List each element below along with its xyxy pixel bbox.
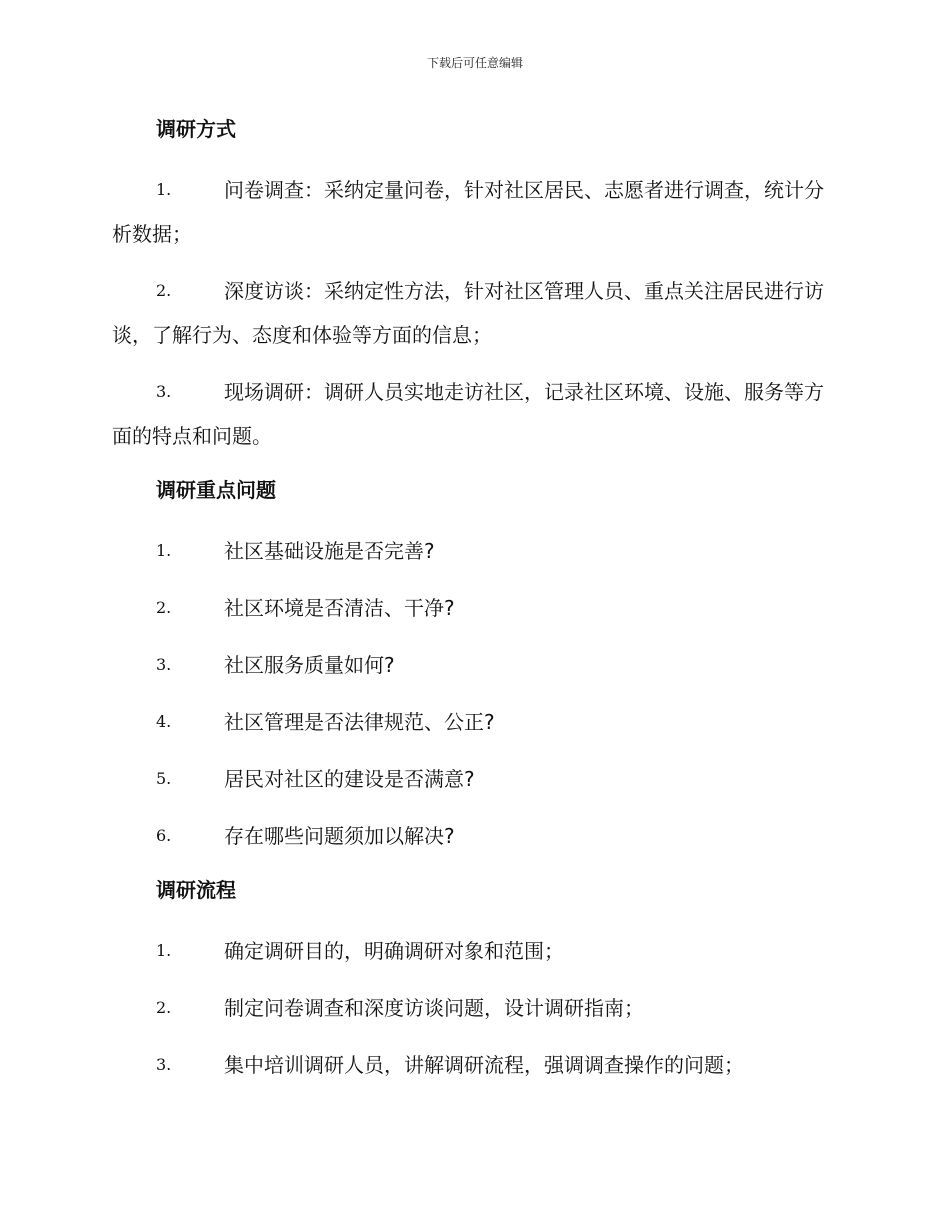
- list-item: [112, 814, 834, 858]
- section-title-methods: 调研方式: [156, 117, 236, 141]
- list-text: 集中培训调研人员，讲解调研流程，强调调查操作的问题；: [224, 1053, 744, 1077]
- list-number: 2.: [156, 281, 172, 300]
- list-text: 制定问卷调查和深度访谈问题，设计调研指南；: [224, 996, 644, 1020]
- section-title-process: 调研流程: [156, 878, 236, 902]
- list-text: 存在哪些问题须加以解决?: [224, 824, 455, 848]
- list-number: 3.: [156, 655, 172, 674]
- list-number: 1.: [156, 180, 172, 199]
- list-text: 确定调研目的，明确调研对象和范围；: [224, 939, 564, 963]
- list-text: 社区服务质量如何?: [224, 653, 395, 677]
- list-item: [112, 929, 834, 973]
- section-title-key-questions: 调研重点问题: [156, 478, 276, 502]
- list-item: [112, 757, 834, 801]
- list-text: 社区环境是否清洁、干净?: [224, 596, 455, 620]
- list-number: 3.: [156, 1055, 172, 1074]
- list-text: 问卷调查：采纳定量问卷，针对社区居民、志愿者进行调查，统计分析数据；: [112, 178, 824, 246]
- list-item: [112, 529, 834, 573]
- list-text: 社区基础设施是否完善?: [224, 539, 435, 563]
- list-item: [112, 586, 834, 630]
- list-item: [112, 700, 834, 744]
- list-item: [112, 643, 834, 687]
- list-number: 2.: [156, 598, 172, 617]
- list-text: 居民对社区的建设是否满意?: [224, 767, 475, 791]
- list-text: 深度访谈：采纳定性方法，针对社区管理人员、重点关注居民进行访谈，了解行为、态度和体验等方面的信息；: [112, 279, 824, 347]
- list-item: [112, 269, 834, 357]
- list-item: [112, 168, 834, 256]
- list-number: 5.: [156, 769, 172, 788]
- list-number: 4.: [156, 712, 172, 731]
- list-number: 1.: [156, 941, 172, 960]
- list-item: [112, 1043, 834, 1087]
- list-item: [112, 370, 834, 458]
- document-body: [112, 110, 834, 1100]
- page-header-note: 下载后可任意编辑: [426, 56, 523, 70]
- list-text: 现场调研：调研人员实地走访社区，记录社区环境、设施、服务等方面的特点和问题。: [112, 380, 824, 448]
- list-item: [112, 986, 834, 1030]
- list-number: 6.: [156, 826, 172, 845]
- list-number: 3.: [156, 382, 172, 401]
- list-number: 2.: [156, 998, 172, 1017]
- list-number: 1.: [156, 541, 172, 560]
- list-text: 社区管理是否法律规范、公正?: [224, 710, 495, 734]
